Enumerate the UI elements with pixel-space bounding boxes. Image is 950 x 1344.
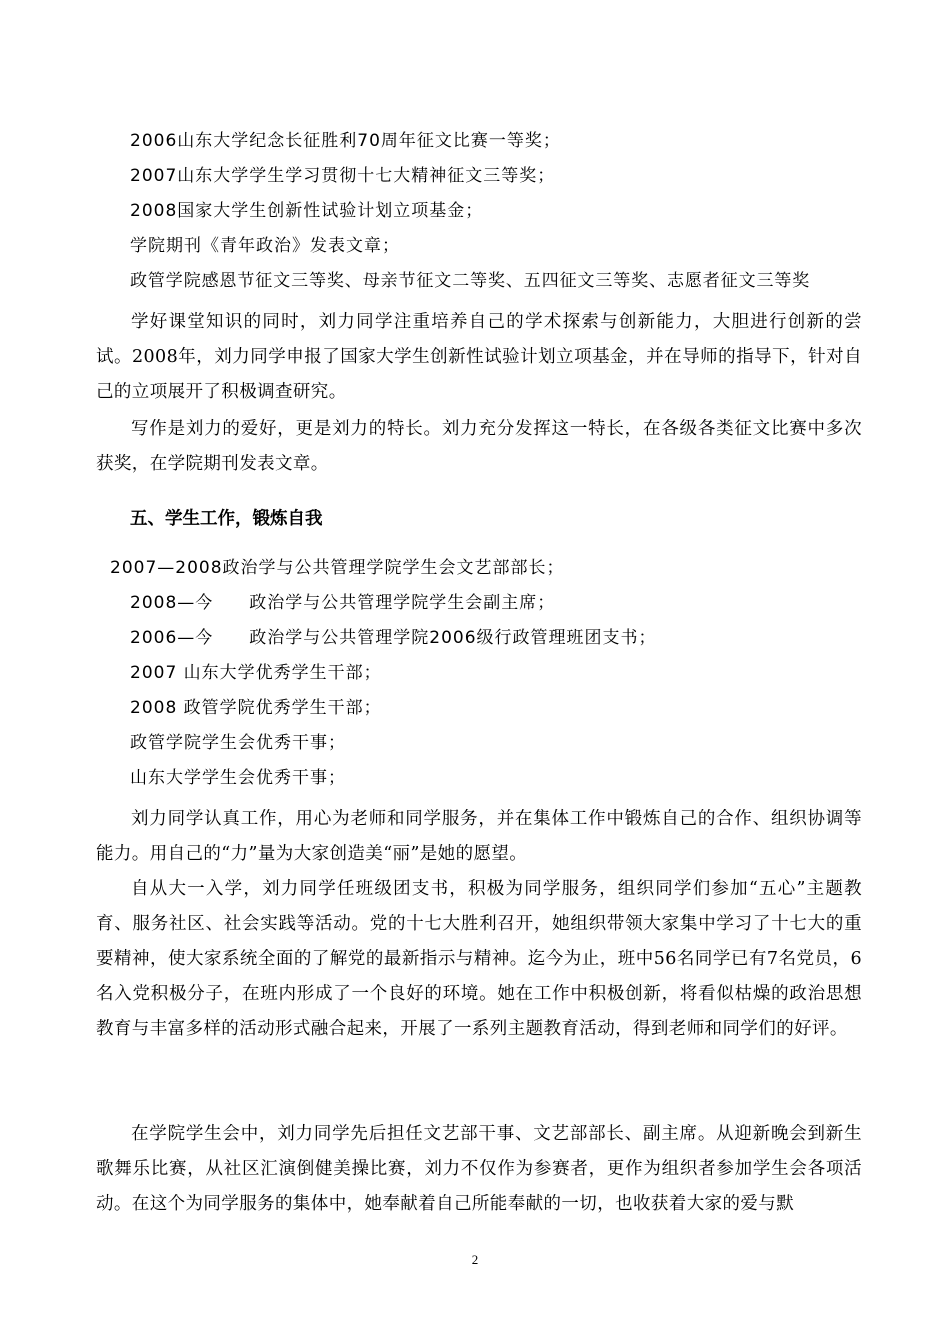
body-paragraph: 刘力同学认真工作，用心为老师和同学服务，并在集体工作中锻炼自己的合作、组织协调等能力。用自己的“力”量为大家创造美“丽”是她的愿望。 <box>96 809 862 864</box>
position-line: 山东大学学生会优秀干事； <box>130 768 346 788</box>
section-heading: 五、学生工作，锻炼自我 <box>130 509 323 529</box>
award-line: 政管学院感恩节征文三等奖、母亲节征文二等奖、五四征文三等奖、志愿者征文三等奖 <box>130 271 811 291</box>
position-line: 2007—2008政治学与公共管理学院学生会文艺部部长； <box>110 558 565 578</box>
award-line: 2008国家大学生创新性试验计划立项基金； <box>130 201 484 221</box>
position-line: 2006—今 政治学与公共管理学院2006级行政管理班团支书； <box>130 628 657 648</box>
body-paragraph: 写作是刘力的爱好，更是刘力的特长。刘力充分发挥这一特长，在各级各类征文比赛中多次获奖，在学院期刊发表文章。 <box>96 419 862 474</box>
award-line: 学院期刊《青年政治》发表文章； <box>130 236 400 256</box>
body-paragraph: 在学院学生会中，刘力同学先后担任文艺部干事、文艺部部长、副主席。从迎新晚会到新生歌舞乐比赛，从社区汇演倒健美操比赛，刘力不仅作为参赛者，更作为组织者参加学生会各项活动。在这个为同学服务的集体中，她奉献着自己所能奉献的一切，也收获着大家的爱与默 <box>96 1124 862 1214</box>
position-line: 政管学院学生会优秀干事； <box>130 733 346 753</box>
position-line: 2008 政管学院优秀学生干部； <box>130 698 382 718</box>
award-line: 2007山东大学学生学习贯彻十七大精神征文三等奖； <box>130 166 556 186</box>
position-line: 2008—今 政治学与公共管理学院学生会副主席； <box>130 593 556 613</box>
position-line: 2007 山东大学优秀学生干部； <box>130 663 382 683</box>
page-number: 2 <box>471 1252 479 1267</box>
award-line: 2006山东大学纪念长征胜利70周年征文比赛一等奖； <box>130 131 561 151</box>
body-paragraph: 学好课堂知识的同时，刘力同学注重培养自己的学术探索与创新能力，大胆进行创新的尝试。2008年，刘力同学申报了国家大学生创新性试验计划立项基金，并在导师的指导下，针对自己的立项展开了积极调查研究。 <box>96 312 862 402</box>
body-paragraph: 自从大一入学，刘力同学任班级团支书，积极为同学服务，组织同学们参加“五心”主题教育、服务社区、社会实践等活动。党的十七大胜利召开，她组织带领大家集中学习了十七大的重要精神，使大家系统全面的了解党的最新指示与精神。迄今为止，班中56名同学已有7名党员，6名入党积极分子，在班内形成了一个良好的环境。她在工作中积极创新，将看似枯燥的政治思想教育与丰富多样的活动形式融合起来，开展了一系列主题教育活动，得到老师和同学们的好评。 <box>96 879 862 1039</box>
